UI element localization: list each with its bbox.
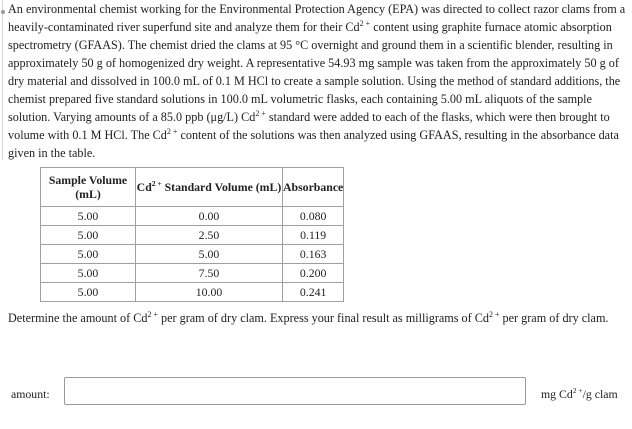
- table-header-row: [41, 168, 344, 207]
- cell-standard-volume: 10.00: [136, 283, 283, 302]
- amount-input[interactable]: [64, 377, 526, 405]
- problem-text-1: An environmental chemist working for the Environmental Protection Agency (EPA) was directed to collect razor clams from a heavily-contaminated river superfund site and analyze them for their Cd: [8, 2, 626, 34]
- cell-absorbance: 0.241: [283, 283, 344, 302]
- header-absorbance: Absorbance: [283, 168, 344, 207]
- problem-statement: [8, 0, 626, 162]
- charge-superscript: 2 +: [255, 109, 266, 118]
- amount-label: amount:: [11, 387, 50, 401]
- cell-absorbance: 0.163: [283, 245, 344, 264]
- charge-superscript: 2 +: [166, 127, 178, 136]
- cell-sample-volume: 5.00: [41, 283, 136, 302]
- cell-standard-volume: 5.00: [136, 245, 283, 264]
- cell-sample-volume: 5.00: [41, 226, 136, 245]
- charge-superscript: 2 +: [151, 179, 162, 188]
- table-row: [41, 207, 344, 226]
- absorbance-data-table: [40, 167, 344, 302]
- question-text-3: per gram of dry clam.: [502, 311, 609, 325]
- table-row: [41, 245, 344, 264]
- unit-label: [541, 387, 618, 402]
- charge-superscript: 2 +: [359, 19, 371, 28]
- header-cd-prefix: Cd: [136, 180, 152, 194]
- question-text-1: Determine the amount of Cd: [8, 311, 148, 325]
- cell-standard-volume: 0.00: [136, 207, 283, 226]
- header-cd-rest: Standard Volume (mL): [164, 180, 282, 194]
- left-rule: [2, 0, 3, 160]
- table-row: [41, 264, 344, 283]
- cell-sample-volume: 5.00: [41, 264, 136, 283]
- cell-absorbance: 0.200: [283, 264, 344, 283]
- problem-text-3: standard were added to each of the flasks, which were then brought to volume with 0.1 M HCl. The Cd: [8, 110, 610, 142]
- question-text-2: per gram of dry clam. Express your final result as milligrams of Cd: [161, 311, 489, 325]
- problem-text-2: content using graphite furnace atomic absorption spectrometry (GFAAS). The chemist dried the clams at 95 °C overnight and ground them in a scientific blender, resulting in approximately 50 g of homogenized dry weight. A representative 54.93 mg sample was taken from the approximately 50 g of dry material and dissolved in 100.0 mL of 0.1 M HCl to create a sample solution. Using the method of standard additions, the chemist prepared five standard solutions in 100.0 mL volumetric flasks, each containing 5.00 mL aliquots of the sample solution. Varying amounts of a 85.0 ppb (μg/L) Cd: [8, 20, 621, 124]
- charge-superscript: 2 +: [572, 386, 583, 395]
- table-row: [41, 226, 344, 245]
- question-prompt: [8, 311, 628, 326]
- charge-superscript: 2 +: [488, 310, 500, 319]
- header-cd-standard-volume: [136, 168, 283, 207]
- cell-standard-volume: 2.50: [136, 226, 283, 245]
- bullet-marker: [1, 10, 5, 14]
- cell-standard-volume: 7.50: [136, 264, 283, 283]
- header-sample-volume: Sample Volume (mL): [41, 168, 136, 207]
- cell-absorbance: 0.080: [283, 207, 344, 226]
- charge-superscript: 2 +: [147, 310, 158, 319]
- cell-absorbance: 0.119: [283, 226, 344, 245]
- cell-sample-volume: 5.00: [41, 207, 136, 226]
- unit-suffix: /g clam: [582, 387, 618, 401]
- problem-text-4: content of the solutions was then analyzed using GFAAS, resulting in the absorbance data given in the table.: [8, 128, 619, 160]
- table-row: [41, 283, 344, 302]
- unit-prefix: mg Cd: [541, 387, 573, 401]
- cell-sample-volume: 5.00: [41, 245, 136, 264]
